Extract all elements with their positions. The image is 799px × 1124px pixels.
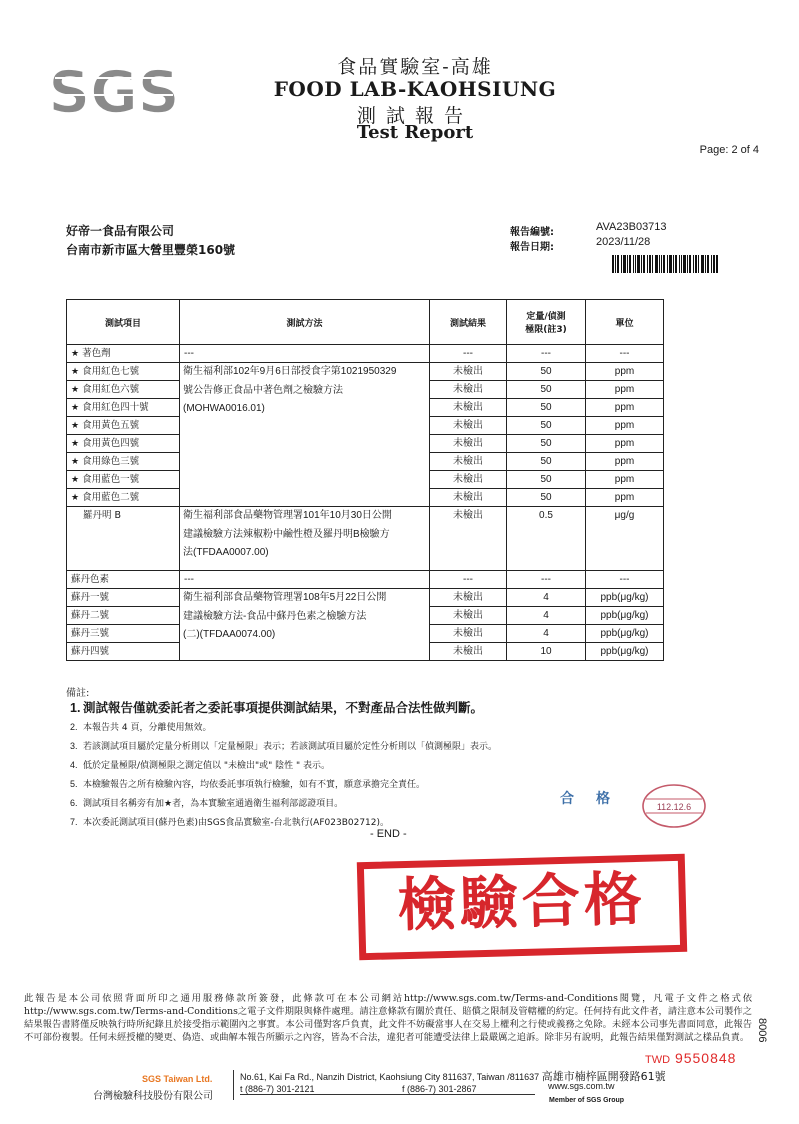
footer-address: No.61, Kai Fa Rd., Nanzih District, Kaohsiung City 811637, Taiwan /811637 高雄市楠梓區開發路61號 bbox=[240, 1070, 666, 1083]
cell-unit: ppm bbox=[586, 435, 664, 453]
cell-unit: ppm bbox=[586, 381, 664, 399]
end-marker: - END - bbox=[370, 828, 407, 840]
cell-unit: ppb(μg/kg) bbox=[586, 607, 664, 625]
cell-result: 未檢出 bbox=[430, 453, 507, 471]
cell-unit: ppm bbox=[586, 489, 664, 507]
footer-website[interactable]: www.sgs.com.tw bbox=[548, 1081, 615, 1091]
cell-limit: 50 bbox=[507, 453, 586, 471]
table-row bbox=[67, 363, 664, 381]
col-header-limit-line2: 極限(註3) bbox=[525, 325, 567, 335]
accredited-star-icon: ★ bbox=[71, 366, 80, 376]
cell-limit: 50 bbox=[507, 435, 586, 453]
cell-result: --- bbox=[430, 571, 507, 589]
client-address: 台南市新市區大營里豐榮160號 bbox=[66, 243, 236, 257]
note-item: 2. 本報告共 4 頁，分離使用無效。 bbox=[70, 722, 212, 733]
cell-limit: 4 bbox=[507, 589, 586, 607]
accredited-star-icon: ★ bbox=[71, 384, 80, 394]
cell-result: 未檢出 bbox=[430, 607, 507, 625]
cell-item: ★ 食用黃色四號 bbox=[67, 435, 180, 453]
cell-unit: ppm bbox=[586, 399, 664, 417]
cell-item: ★ 著色劑 bbox=[67, 345, 180, 363]
report-date: 2023/11/28 bbox=[596, 236, 651, 248]
pass-label: 合格 bbox=[560, 791, 632, 807]
serial-number: TWD 9550848 bbox=[645, 1050, 737, 1066]
seal-date: 112.12.6 bbox=[656, 802, 692, 812]
cell-result: 未檢出 bbox=[430, 625, 507, 643]
cell-method-colorant: 衛生福利部102年9月6日部授食字第1021950329 號公告修正食品中著色劑之檢驗方法 (MOHWA0016.01) bbox=[180, 363, 430, 507]
table-row bbox=[67, 507, 664, 571]
cell-item: 羅丹明 B bbox=[67, 507, 180, 571]
accredited-star-icon: ★ bbox=[71, 402, 80, 412]
sgs-logo bbox=[48, 58, 180, 126]
cell-unit: ppm bbox=[586, 453, 664, 471]
cell-unit: ppm bbox=[586, 363, 664, 381]
footer-company-zh: 台灣檢驗科技股份有限公司 bbox=[93, 1091, 213, 1102]
footer-company-en: SGS Taiwan Ltd. bbox=[142, 1074, 213, 1084]
cell-result: 未檢出 bbox=[430, 489, 507, 507]
col-header-limit-line1: 定量/偵測 bbox=[526, 312, 566, 322]
cell-method: --- bbox=[180, 571, 430, 589]
cell-limit: 0.5 bbox=[507, 507, 586, 571]
note-item: 1. 測試報告僅就委託者之委託事項提供測試結果，不對產品合法性做判斷。 bbox=[70, 700, 484, 715]
cell-limit: 4 bbox=[507, 625, 586, 643]
cell-limit: 50 bbox=[507, 363, 586, 381]
table-row bbox=[67, 345, 664, 363]
cell-limit: 50 bbox=[507, 417, 586, 435]
accredited-star-icon: ★ bbox=[71, 474, 80, 484]
cell-limit: 50 bbox=[507, 471, 586, 489]
lab-name-zh: 食品實驗室-高雄 bbox=[337, 56, 493, 78]
cell-result: 未檢出 bbox=[430, 507, 507, 571]
col-header-unit: 單位 bbox=[586, 300, 664, 345]
cell-result: 未檢出 bbox=[430, 435, 507, 453]
cell-limit: 50 bbox=[507, 489, 586, 507]
report-number-label: 報告編號: bbox=[510, 227, 554, 238]
cell-item: ★ 食用藍色一號 bbox=[67, 471, 180, 489]
cell-item: ★ 食用綠色三號 bbox=[67, 453, 180, 471]
note-item: 6. 測試項目名稱旁有加★者，為本實驗室通過衛生福利部認證項目。 bbox=[70, 798, 344, 809]
col-header-method: 測試方法 bbox=[180, 300, 430, 345]
cell-method-rhodamine: 衛生福利部食品藥物管理署101年10月30日公開 建議檢驗方法辣椒粉中鹼性橙及羅丹明B檢驗方 法(TFDAA0007.00) bbox=[180, 507, 430, 571]
cell-result: 未檢出 bbox=[430, 643, 507, 661]
cell-limit: 4 bbox=[507, 607, 586, 625]
cell-item: ★ 食用紅色七號 bbox=[67, 363, 180, 381]
barcode-icon bbox=[612, 255, 718, 273]
cell-unit: μg/g bbox=[586, 507, 664, 571]
cell-item: ★ 食用藍色二號 bbox=[67, 489, 180, 507]
cell-limit: 10 bbox=[507, 643, 586, 661]
cell-result: 未檢出 bbox=[430, 417, 507, 435]
report-number: AVA23B03713 bbox=[596, 221, 667, 233]
report-title-zh: 測試報告 bbox=[356, 105, 473, 127]
cell-result: 未檢出 bbox=[430, 471, 507, 489]
col-header-result: 測試結果 bbox=[430, 300, 507, 345]
accredited-star-icon: ★ bbox=[71, 492, 80, 502]
notes-list bbox=[70, 698, 710, 832]
footer-member: Member of SGS Group bbox=[549, 1097, 625, 1104]
cell-method-sudan: 衛生福利部食品藥物管理署108年5月22日公開 建議檢驗方法-食品中蘇丹色素之檢驗方法 (二)(TFDAA0074.00) bbox=[180, 589, 430, 661]
cell-item: ★ 食用紅色六號 bbox=[67, 381, 180, 399]
results-table bbox=[66, 299, 664, 661]
cell-method: --- bbox=[180, 345, 430, 363]
notes-title: 備註: bbox=[66, 688, 90, 699]
cell-unit: ppm bbox=[586, 417, 664, 435]
cell-unit: ppm bbox=[586, 471, 664, 489]
accredited-star-icon: ★ bbox=[71, 438, 80, 448]
cell-result: --- bbox=[430, 345, 507, 363]
accredited-star-icon: ★ bbox=[71, 348, 80, 358]
footer-fax: f (886-7) 301-2867 bbox=[402, 1084, 477, 1094]
report-title-en: Test Report bbox=[356, 122, 474, 143]
cell-item: 蘇丹三號 bbox=[67, 625, 180, 643]
date-seal-icon bbox=[640, 782, 708, 830]
cell-limit: --- bbox=[507, 345, 586, 363]
footer-rule bbox=[240, 1094, 535, 1095]
sgs-logo-text: SGS bbox=[48, 58, 180, 126]
cell-item: ★ 食用黃色五號 bbox=[67, 417, 180, 435]
legal-disclaimer: 此報告是本公司依照背面所印之通用服務條款所簽發，此條款可在本公司網站http://www.sgs.com.tw/Terms-and-Conditions閱覽，凡電子文件之格式依http://www.sgs.com.tw/Terms-and-Conditions之電子文件期限與條件處理。請注意條款有關於責任、賠償之限制及管轄權的約定。任何持有此文件者，請注意本公司製作之結果報告書將僅反映執行時所紀錄且於接受指示範圍內之事實。本公司僅對客戶負責，此文件不妨礙當事人在交易上權利之行使或義務之免除。未經本公司事先書面同意，此報告不可部份複製。任何未經授權的變更、偽造、或曲解本報告所顯示之內容，皆為不合法，違犯者可能遭受法律上最嚴厲之追訴。除非另有說明，此報告結果僅對測試之樣品負責。 bbox=[24, 993, 752, 1043]
table-row bbox=[67, 571, 664, 589]
inspection-passed-stamp bbox=[357, 854, 687, 961]
stamp-text: 檢驗合格 bbox=[397, 864, 647, 940]
note-item: 5. 本檢驗報告之所有檢驗內容，均依委託事項執行檢驗，如有不實，願意承擔完全責任。 bbox=[70, 779, 426, 790]
cell-unit: ppb(μg/kg) bbox=[586, 589, 664, 607]
note-item: 4. 低於定量極限/偵測極限之測定值以 "未檢出"或" 陰性 " 表示。 bbox=[70, 760, 331, 771]
note-item: 7. 本次委託測試項目(蘇丹色素)由SGS食品實驗室-台北執行(AF023B02712)。 bbox=[70, 817, 390, 828]
cell-result: 未檢出 bbox=[430, 589, 507, 607]
col-header-limit bbox=[507, 300, 586, 345]
cell-unit: --- bbox=[586, 571, 664, 589]
report-date-label: 報告日期: bbox=[510, 242, 554, 253]
lab-name-en: FOOD LAB-KAOHSIUNG bbox=[273, 77, 557, 101]
note-item: 3. 若該測試項目屬於定量分析則以「定量極限」表示；若該測試項目屬於定性分析則以「偵測極限」表示。 bbox=[70, 741, 498, 752]
cell-unit: ppb(μg/kg) bbox=[586, 643, 664, 661]
cell-result: 未檢出 bbox=[430, 399, 507, 417]
cell-result: 未檢出 bbox=[430, 381, 507, 399]
cell-item: ★ 食用紅色四十號 bbox=[67, 399, 180, 417]
cell-result: 未檢出 bbox=[430, 363, 507, 381]
cell-unit: ppb(μg/kg) bbox=[586, 625, 664, 643]
cell-item: 蘇丹色素 bbox=[67, 571, 180, 589]
cell-item: 蘇丹四號 bbox=[67, 643, 180, 661]
table-row bbox=[67, 589, 664, 607]
cell-limit: 50 bbox=[507, 381, 586, 399]
cell-limit: --- bbox=[507, 571, 586, 589]
accredited-star-icon: ★ bbox=[71, 420, 80, 430]
footer-divider bbox=[233, 1070, 234, 1100]
cell-limit: 50 bbox=[507, 399, 586, 417]
footer-tel: t (886-7) 301-2121 bbox=[240, 1084, 315, 1094]
accredited-star-icon: ★ bbox=[71, 456, 80, 466]
cell-item: 蘇丹二號 bbox=[67, 607, 180, 625]
cell-unit: --- bbox=[586, 345, 664, 363]
side-code: 8006 bbox=[756, 1018, 768, 1043]
cell-item: 蘇丹一號 bbox=[67, 589, 180, 607]
page-number: Page: 2 of 4 bbox=[699, 144, 759, 156]
col-header-item: 測試項目 bbox=[67, 300, 180, 345]
table-header-row bbox=[67, 300, 664, 345]
client-name: 好帝一食品有限公司 bbox=[66, 224, 175, 238]
